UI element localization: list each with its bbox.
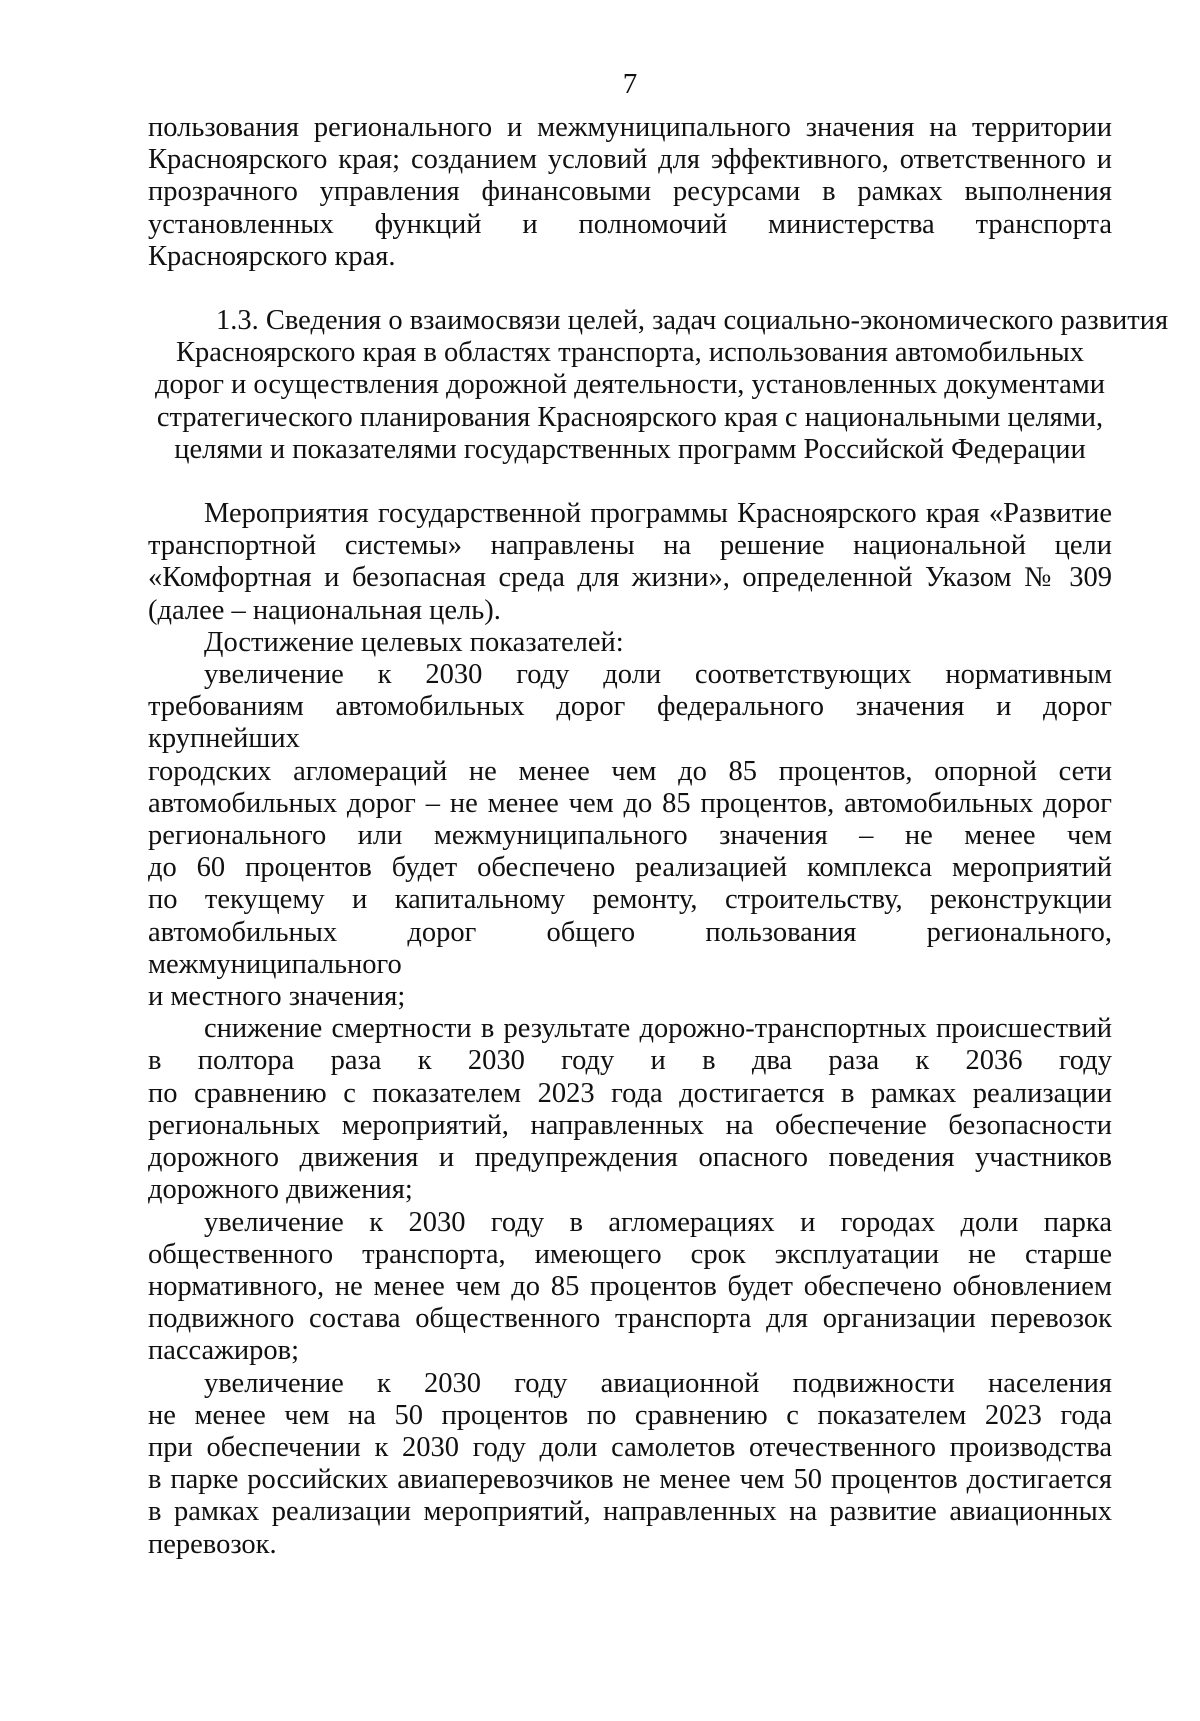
text-line: перевозок. <box>148 1528 277 1560</box>
heading-line: дорог и осуществления дорожной деятельности, установленных документами <box>154 369 1106 401</box>
text-line: по сравнению с показателем 2023 года достигается в рамках реализации <box>148 1077 1112 1109</box>
text-line: нормативного, не менее чем до 85 процентов будет обеспечено обновлением <box>148 1270 1112 1302</box>
text-line: прозрачного управления финансовыми ресурсами в рамках выполнения <box>148 176 1112 208</box>
text-line: увеличение к 2030 году в агломерациях и городах доли парка <box>204 1206 1112 1238</box>
text-line: установленных функций и полномочий министерства транспорта <box>148 208 1112 240</box>
text-line: дорожного движения и предупреждения опасного поведения участников <box>148 1142 1112 1174</box>
text-line: Мероприятия государственной программы Красноярского края «Развитие <box>204 498 1112 530</box>
text-line: по текущему и капитальному ремонту, строительству, реконструкции <box>148 884 1112 916</box>
intro-paragraph <box>148 112 1112 273</box>
text-line: пассажиров; <box>148 1335 300 1367</box>
text-line: региональных мероприятий, направленных на обеспечение безопасности <box>148 1109 1112 1141</box>
text-line: транспортной системы» направлены на решение национальной цели <box>148 530 1112 562</box>
text-line: до 60 процентов будет обеспечено реализацией комплекса мероприятий <box>148 852 1112 884</box>
text-line: не менее чем на 50 процентов по сравнению с показателем 2023 года <box>148 1399 1112 1431</box>
text-line: и местного значения; <box>148 981 406 1013</box>
text-line: пользования регионального и межмуниципального значения на территории <box>148 112 1112 143</box>
text-line: увеличение к 2030 году доли соответствующих нормативным <box>204 659 1112 691</box>
text-line: автомобильных дорог общего пользования регионального, межмуниципального <box>148 916 1112 980</box>
text-line: увеличение к 2030 году авиационной подвижности населения <box>204 1367 1112 1399</box>
text-line: «Комфортная и безопасная среда для жизни», определенной Указом № 309 <box>148 562 1112 594</box>
text-line: Достижение целевых показателей: <box>204 626 624 658</box>
heading-line: стратегического планирования Красноярского края с национальными целями, <box>156 401 1104 433</box>
text-line: Красноярского края. <box>148 240 396 272</box>
text-line: снижение смертности в результате дорожно-транспортных происшествий <box>204 1013 1112 1045</box>
body-paragraphs <box>148 498 1112 1561</box>
text-line: общественного транспорта, имеющего срок эксплуатации не старше <box>148 1238 1112 1270</box>
text-line: подвижного состава общественного транспорта для организации перевозок <box>148 1303 1112 1335</box>
text-line: (далее – национальная цель). <box>148 594 501 626</box>
text-line: автомобильных дорог – не менее чем до 85 процентов, автомобильных дорог <box>148 787 1112 819</box>
text-line: при обеспечении к 2030 году доли самолетов отечественного производства <box>148 1431 1112 1463</box>
page-number: 7 <box>622 68 638 100</box>
text-line: в парке российских авиаперевозчиков не менее чем 50 процентов достигается <box>148 1464 1112 1496</box>
text-line: требованиям автомобильных дорог федерального значения и дорог крупнейших <box>148 691 1112 755</box>
text-line: регионального или межмуниципального значения – не менее чем <box>148 820 1112 852</box>
text-line: дорожного движения; <box>148 1174 413 1206</box>
text-line: в полтора раза к 2030 году и в два раза к 2036 году <box>148 1045 1112 1077</box>
section-heading <box>148 305 1169 466</box>
heading-line: 1.3. Сведения о взаимосвязи целей, задач социально-экономического развития <box>216 305 1169 337</box>
text-line: городских агломераций не менее чем до 85 процентов, опорной сети <box>148 755 1112 787</box>
text-line: Красноярского края; созданием условий для эффективного, ответственного и <box>148 144 1112 176</box>
page-content <box>148 112 1169 1561</box>
heading-line: Красноярского края в областях транспорта, использования автомобильных <box>175 337 1085 369</box>
heading-line: целями и показателями государственных программ Российской Федерации <box>174 433 1086 465</box>
text-line: в рамках реализации мероприятий, направленных на развитие авиационных <box>148 1496 1112 1528</box>
